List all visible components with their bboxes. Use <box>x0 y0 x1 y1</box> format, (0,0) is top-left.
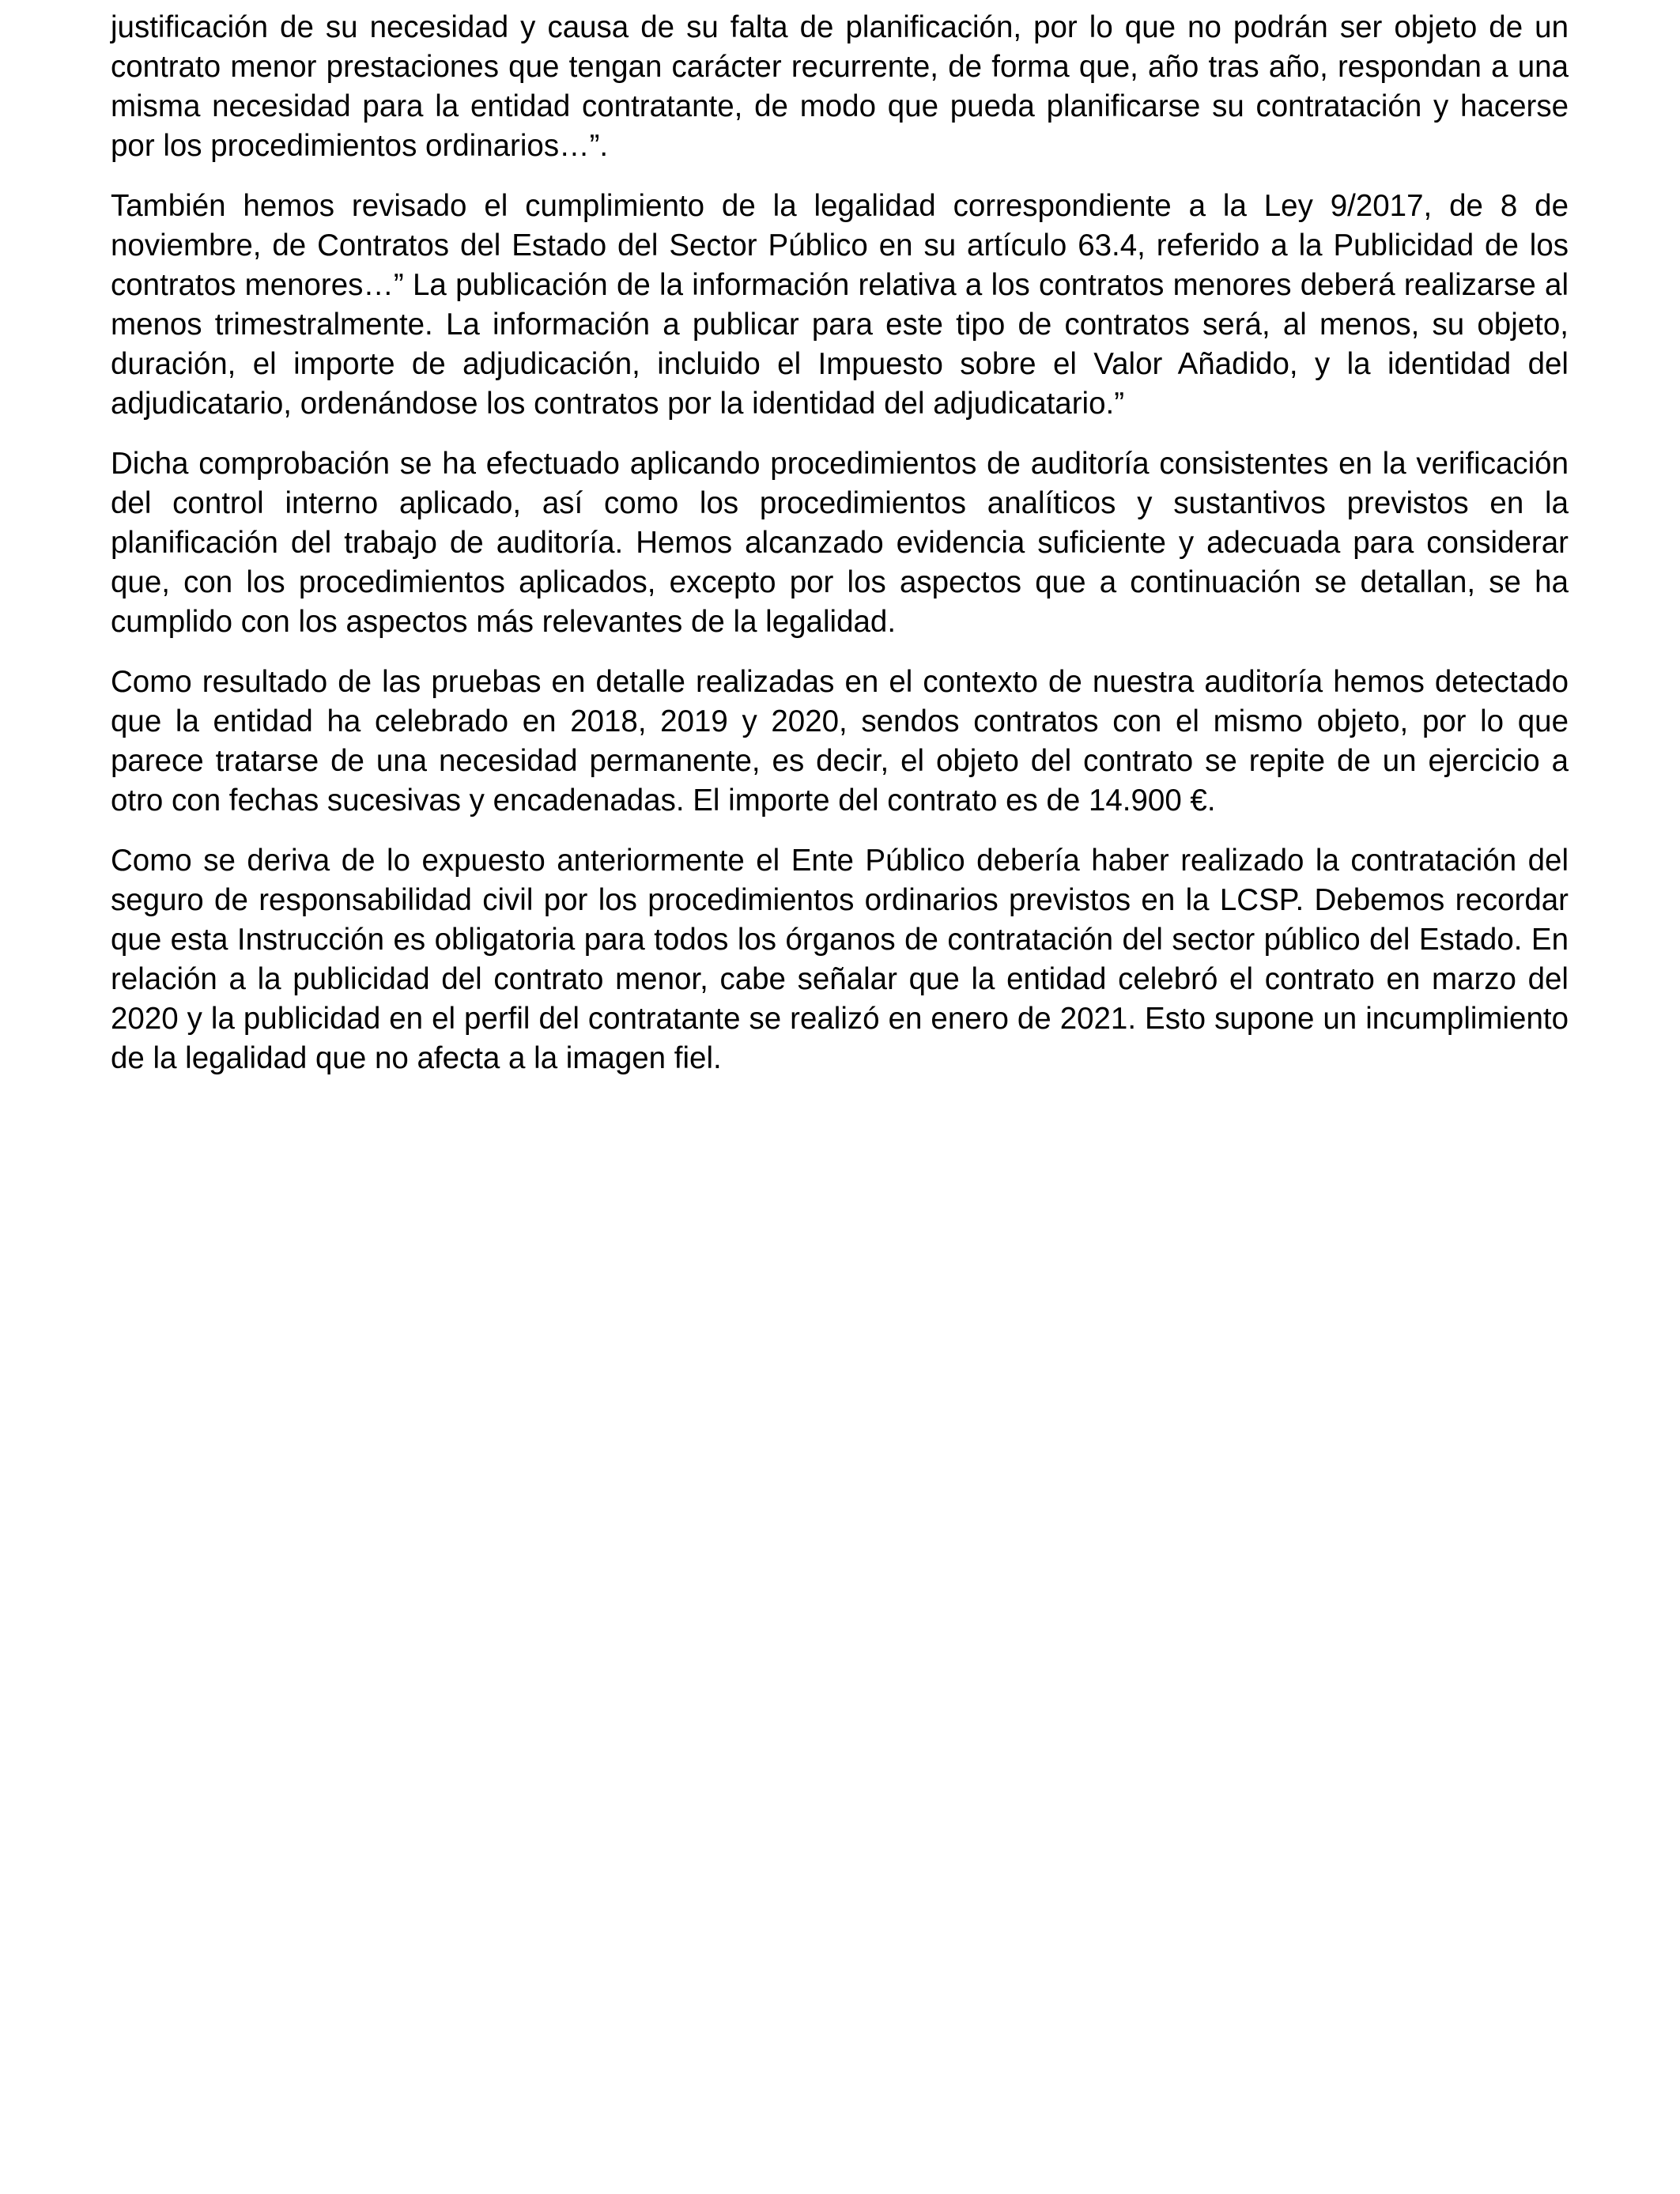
paragraph-contrato-menor-justificacion: justificación de su necesidad y causa de su falta de planificación, por lo que no podrán ser objeto de un contrato menor prestaciones que tengan carácter recurrente, de forma que, año tras año, respondan a una misma necesidad para la entidad contratante, de modo que pueda planificarse su contratación y hacerse por los procedimientos ordinarios…”. <box>111 10 1569 163</box>
paragraph-resultado-pruebas: Como resultado de las pruebas en detalle realizadas en el contexto de nuestra auditoría hemos detectado que la entidad ha celebrado en 2018, 2019 y 2020, sendos contratos con el mismo objeto, por lo que parece tratarse de una necesidad permanente, es decir, el objeto del contrato se repite de un ejercicio a otro con fechas sucesivas y encadenadas. El importe del contrato es de 14.900 €. <box>111 665 1569 818</box>
paragraph-conclusion-incumplimiento: Como se deriva de lo expuesto anteriormente el Ente Público debería haber realizado la contratación del seguro de responsabilidad civil por los procedimientos ordinarios previstos en la LCSP. Debemos recordar que esta Instrucción es obligatoria para todos los órganos de contratación del sector público del Estado. En relación a la publicidad del contrato menor, cabe señalar que la entidad celebró el contrato en marzo del 2020 y la publicidad en el perfil del contratante se realizó en enero de 2021. Esto supone un incumplimiento de la legalidad que no afecta a la imagen fiel. <box>111 844 1569 1075</box>
paragraph-legalidad-ley-9-2017: También hemos revisado el cumplimiento de la legalidad correspondiente a la Ley 9/2017, de 8 de noviembre, de Contratos del Estado del Sector Público en su artículo 63.4, referido a la Publicidad de los contratos menores…” La publicación de la información relativa a los contratos menores deberá realizarse al menos trimestralmente. La información a publicar para este tipo de contratos será, al menos, su objeto, duración, el importe de adjudicación, incluido el Impuesto sobre el Valor Añadido, y la identidad del adjudicatario, ordenándose los contratos por la identidad del adjudicatario.” <box>111 189 1569 421</box>
paragraph-comprobacion-procedimientos: Dicha comprobación se ha efectuado aplicando procedimientos de auditoría consistentes en la verificación del control interno aplicado, así como los procedimientos analíticos y sustantivos previstos en la planificación del trabajo de auditoría. Hemos alcanzado evidencia suficiente y adecuada para considerar que, con los procedimientos aplicados, excepto por los aspectos que a continuación se detallan, se ha cumplido con los aspectos más relevantes de la legalidad. <box>111 447 1569 639</box>
document-page <box>111 0 1569 1078</box>
